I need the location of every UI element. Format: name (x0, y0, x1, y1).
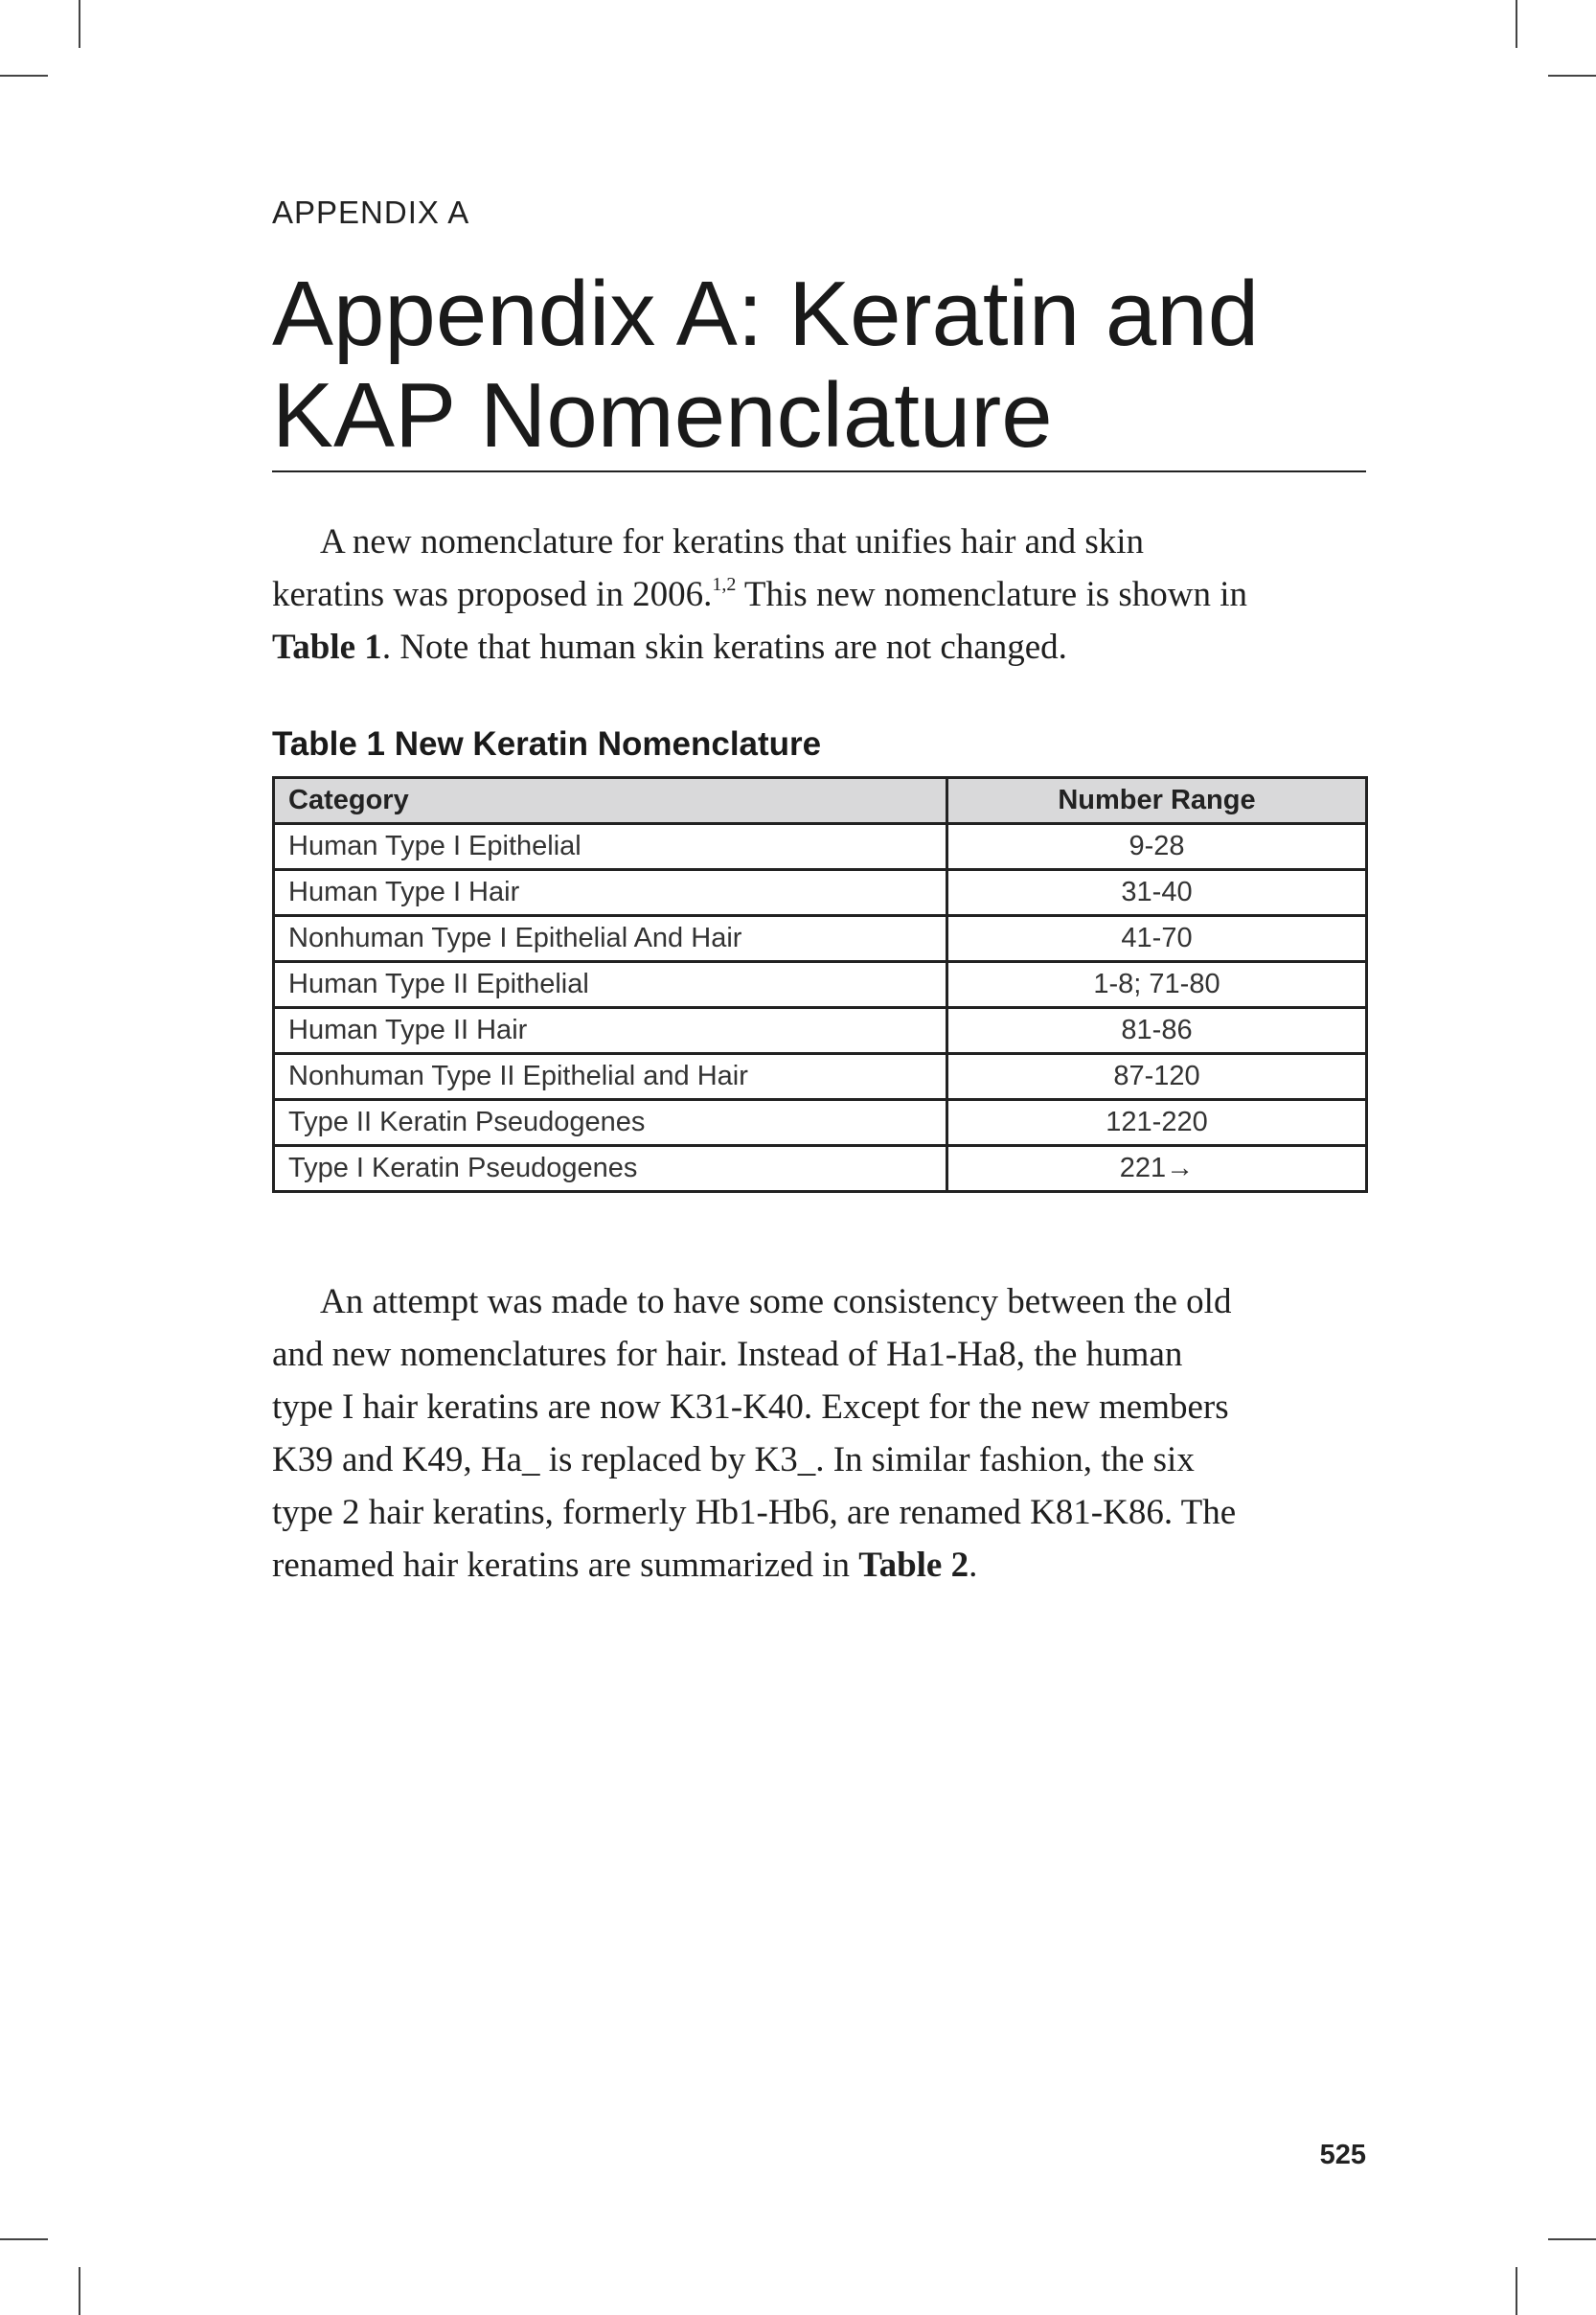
table-1-reference: Table 1 (272, 628, 382, 667)
intro-line-2-text-end: This new nomenclature is shown in (736, 575, 1248, 614)
keratin-nomenclature-table (272, 776, 1368, 1193)
intro-line-2-text: keratins was proposed in 2006. (272, 575, 713, 614)
body-line-6-text: renamed hair keratins are summarized in (272, 1546, 859, 1585)
crop-mark-bottom-left-vertical (79, 2267, 80, 2315)
table-header-row (274, 778, 1367, 824)
number-range-cell: 31-40 (947, 870, 1367, 916)
body-line-1: An attempt was made to have some consistency between the old (320, 1282, 1232, 1321)
body-line-4: K39 and K49, Ha_ is replaced by K3_. In similar fashion, the six (272, 1440, 1195, 1479)
citation-superscript: 1,2 (712, 574, 737, 595)
category-cell: Human Type I Epithelial (274, 824, 947, 870)
crop-mark-bottom-right-vertical (1516, 2267, 1517, 2315)
column-header-category: Category (274, 778, 947, 824)
table-row (274, 1008, 1367, 1054)
number-range-cell: 41-70 (947, 916, 1367, 962)
table-1-caption: Table 1 New Keratin Nomenclature (272, 725, 822, 763)
category-cell: Human Type II Hair (274, 1008, 947, 1054)
crop-mark-top-right-horizontal (1548, 75, 1596, 77)
body-line-3: type I hair keratins are now K31-K40. Except for the new members (272, 1387, 1229, 1427)
chapter-title (272, 264, 1366, 467)
intro-paragraph (272, 516, 1366, 674)
table-row (274, 870, 1367, 916)
number-range-cell: 1-8; 71-80 (947, 962, 1367, 1008)
intro-line-3 (272, 621, 1366, 674)
crop-mark-bottom-left-horizontal (0, 2238, 48, 2240)
category-cell: Human Type I Hair (274, 870, 947, 916)
table-row (274, 1146, 1367, 1192)
table-row (274, 916, 1367, 962)
category-cell: Human Type II Epithelial (274, 962, 947, 1008)
table-row (274, 962, 1367, 1008)
section-label: APPENDIX A (272, 195, 470, 230)
body-line-6 (272, 1539, 1366, 1592)
number-range-cell: 221→ (947, 1146, 1367, 1192)
intro-line-3-text: . Note that human skin keratins are not changed. (381, 628, 1067, 667)
table-row (274, 1054, 1367, 1100)
crop-mark-bottom-right-horizontal (1548, 2238, 1596, 2240)
column-header-number-range: Number Range (947, 778, 1367, 824)
category-cell: Nonhuman Type I Epithelial And Hair (274, 916, 947, 962)
body-line-6-period: . (969, 1546, 978, 1585)
category-cell: Type II Keratin Pseudogenes (274, 1100, 947, 1146)
category-cell: Type I Keratin Pseudogenes (274, 1146, 947, 1192)
crop-mark-top-left-horizontal (0, 75, 48, 77)
number-range-cell: 81-86 (947, 1008, 1367, 1054)
title-rule (272, 470, 1366, 472)
body-line-5: type 2 hair keratins, formerly Hb1-Hb6, are renamed K81-K86. The (272, 1493, 1237, 1532)
table-2-reference: Table 2 (858, 1546, 969, 1585)
category-cell: Nonhuman Type II Epithelial and Hair (274, 1054, 947, 1100)
intro-line-2 (272, 568, 1366, 621)
crop-mark-top-right-vertical (1516, 0, 1517, 48)
crop-mark-top-left-vertical (79, 0, 80, 48)
table-row (274, 824, 1367, 870)
body-paragraph (272, 1275, 1366, 1592)
intro-line-1: A new nomenclature for keratins that unifies hair and skin (320, 522, 1144, 562)
chapter-title-line-2: KAP Nomenclature (272, 364, 1053, 467)
body-line-2: and new nomenclatures for hair. Instead of Ha1-Ha8, the human (272, 1335, 1183, 1374)
page-number: 525 (1319, 2140, 1366, 2170)
number-range-cell: 9-28 (947, 824, 1367, 870)
number-range-cell: 87-120 (947, 1054, 1367, 1100)
chapter-title-line-1: Appendix A: Keratin and (272, 263, 1260, 365)
number-range-cell: 121-220 (947, 1100, 1367, 1146)
table-row (274, 1100, 1367, 1146)
